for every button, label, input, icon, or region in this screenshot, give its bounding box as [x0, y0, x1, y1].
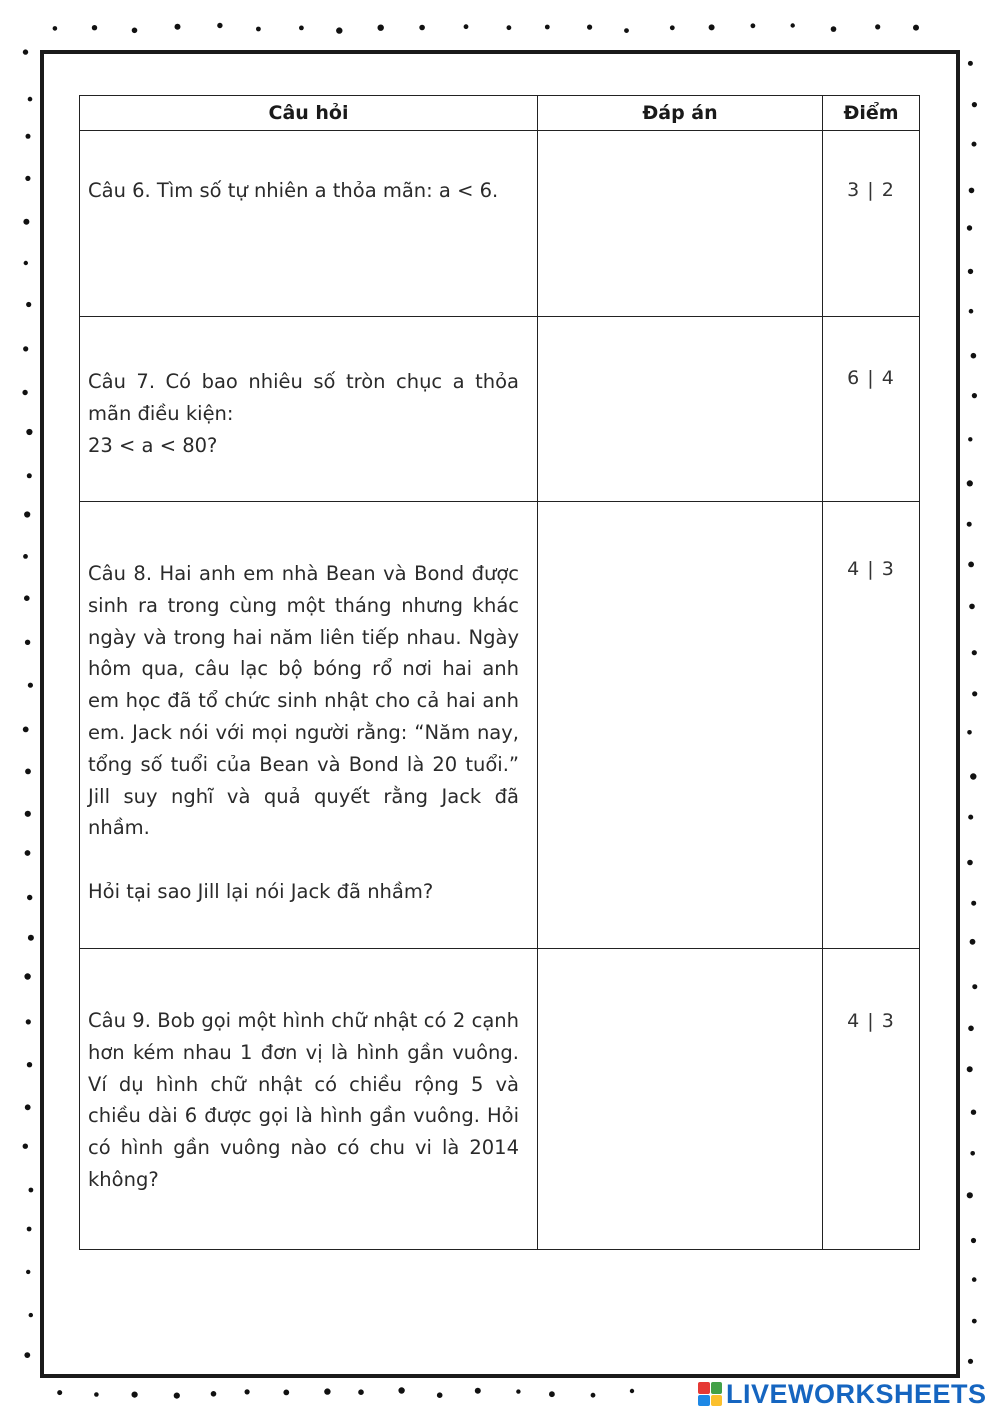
border-dot [23, 219, 29, 225]
border-dot [27, 473, 32, 478]
border-dot [970, 1151, 975, 1156]
border-dot [24, 261, 28, 265]
border-dot [831, 26, 837, 32]
border-dot [972, 102, 977, 107]
border-dot [967, 522, 972, 527]
header-score: Điểm [823, 96, 920, 131]
answer-7-field[interactable] [538, 317, 823, 502]
border-dot [875, 24, 880, 29]
border-dot [28, 935, 34, 941]
score-cell [823, 131, 920, 317]
table-row-question-7 [80, 317, 920, 502]
border-dot [591, 1393, 596, 1398]
border-dot [94, 1392, 99, 1397]
border-dot [28, 683, 33, 688]
border-dot [174, 1393, 180, 1399]
border-dot [24, 511, 30, 517]
question-9-text: Câu 9. Bob gọi một hình chữ nhật có 2 cạnh hơn kém nhau 1 đơn vị là hình gần vuông. Ví dụ hình chữ nhật có chiều rộng 5 và chiều dài 6 được gọi là hình gần vuông. Hỏi có hình gần vuông nào có chu vi là 2014 không? [88, 1009, 519, 1191]
border-dot [968, 1359, 973, 1364]
border-dot [26, 1019, 31, 1024]
border-dot [175, 24, 181, 30]
liveworksheets-logo[interactable] [698, 1378, 987, 1410]
border-dot [587, 25, 592, 30]
question-cell [80, 317, 538, 502]
border-dot [283, 1390, 289, 1396]
border-dot [26, 302, 31, 307]
border-dot [972, 691, 977, 696]
border-dot [967, 730, 972, 735]
border-dot [23, 727, 29, 733]
border-dot [971, 353, 977, 359]
logo-tile-green [711, 1382, 723, 1394]
border-dot [972, 142, 977, 147]
border-dot [972, 1277, 977, 1282]
border-dot [970, 773, 976, 779]
border-dot [967, 225, 972, 230]
border-dot [24, 973, 30, 979]
border-dot [969, 188, 975, 194]
border-dot [972, 393, 977, 398]
table-header-row [80, 96, 920, 131]
border-dot [507, 25, 512, 30]
border-dot [475, 1388, 481, 1394]
border-dot [968, 61, 973, 66]
border-dot [972, 984, 977, 989]
border-dot [29, 1313, 33, 1317]
border-dot [256, 27, 261, 32]
border-dot [23, 554, 28, 559]
border-dot [29, 1188, 34, 1193]
question-cell [80, 949, 538, 1250]
border-dot [132, 28, 138, 34]
border-dot [751, 23, 756, 28]
border-dot [245, 1389, 250, 1394]
border-dot [25, 811, 31, 817]
border-dot [23, 49, 28, 54]
border-dot [25, 640, 30, 645]
border-dot [23, 1144, 28, 1149]
border-dot [967, 480, 973, 486]
question-6-score: 3 | 2 [847, 179, 895, 201]
border-dot [26, 1270, 30, 1274]
table-row-question-8 [80, 502, 920, 949]
question-cell [80, 131, 538, 317]
border-dot [516, 1389, 520, 1393]
border-dot [419, 25, 425, 31]
border-dot [968, 815, 973, 820]
table-row-question-9 [80, 949, 920, 1250]
border-dot [24, 1352, 30, 1358]
question-9-score: 4 | 3 [847, 1010, 895, 1032]
border-dot [791, 23, 795, 27]
question-8-text: Câu 8. Hai anh em nhà Bean và Bond được sinh ra trong cùng một tháng nhưng khác ngày và trong hai năm liên tiếp nhau. Ngày hôm qua, câu lạc bộ bóng rổ nơi hai anh em học đã tổ chức sinh nhật cho cả hai anh em. Jack nói với mọi người rằng: “Năm nay, tổng số tuổi của Bean và Bond là 20 tuổi.” Jill suy nghĩ và quả quyết rằng Jack đã nhầm. [88, 562, 519, 840]
border-dot [336, 27, 342, 33]
border-dot [22, 390, 27, 395]
border-dot [968, 269, 973, 274]
border-dot [971, 901, 976, 906]
border-dot [132, 1392, 138, 1398]
border-dot [968, 562, 974, 568]
border-dot [211, 1391, 217, 1397]
border-dot [968, 437, 972, 441]
answer-6-field[interactable] [538, 131, 823, 317]
border-dot [26, 429, 32, 435]
border-dot [967, 860, 973, 866]
border-dot [358, 1389, 364, 1395]
question-6-text: Câu 6. Tìm số tự nhiên a thỏa mãn: a < 6. [88, 179, 499, 202]
border-dot [971, 1110, 976, 1115]
border-dot [27, 895, 32, 900]
border-dot [630, 1389, 634, 1393]
question-cell [80, 502, 538, 949]
border-dot [972, 1319, 977, 1324]
border-dot [378, 25, 384, 31]
border-dot [57, 1390, 62, 1395]
border-dot [549, 1391, 555, 1397]
logo-tile-yellow [711, 1395, 723, 1407]
border-dot [398, 1387, 404, 1393]
score-cell [823, 502, 920, 949]
border-dot [27, 1062, 32, 1067]
border-dot [464, 24, 469, 29]
score-cell [823, 949, 920, 1250]
border-dot [25, 850, 31, 856]
question-7-text: Câu 7. Có bao nhiêu số tròn chục a thỏa mãn điều kiện: 23 < a < 80? [88, 370, 519, 457]
border-dot [967, 1066, 973, 1072]
border-dot [545, 25, 550, 30]
border-dot [969, 309, 974, 314]
border-dot [24, 595, 30, 601]
border-dot [324, 1388, 330, 1394]
border-dot [25, 769, 31, 775]
border-dot [92, 25, 97, 30]
answer-8-field[interactable] [538, 502, 823, 949]
question-8-prompt: Hỏi tại sao Jill lại nói Jack đã nhầm? [88, 879, 434, 903]
border-dot [26, 134, 31, 139]
border-dot [913, 25, 919, 31]
border-dot [709, 24, 715, 30]
question-8-score: 4 | 3 [847, 558, 895, 580]
header-question: Câu hỏi [80, 96, 538, 131]
border-dot [624, 28, 629, 33]
border-dot [299, 26, 304, 31]
border-dot [437, 1392, 443, 1398]
question-7-score: 6 | 4 [847, 367, 895, 389]
header-answer: Đáp án [538, 96, 823, 131]
border-dot [670, 25, 675, 30]
border-dot [969, 604, 975, 610]
table-row-question-6 [80, 131, 920, 317]
border-dot [25, 176, 30, 181]
border-dot [23, 346, 28, 351]
score-cell [823, 317, 920, 502]
liveworksheets-icon [698, 1382, 722, 1406]
border-dot [27, 1227, 32, 1232]
question-table [79, 95, 920, 1250]
border-dot [972, 650, 977, 655]
border-dot [25, 1104, 31, 1110]
logo-tile-blue [698, 1395, 710, 1407]
answer-9-field[interactable] [538, 949, 823, 1250]
border-dot [967, 1192, 973, 1198]
border-dot [968, 1026, 974, 1032]
logo-tile-red [698, 1382, 710, 1394]
logo-text: LIVEWORKSHEETS [726, 1378, 987, 1409]
border-dot [971, 1238, 976, 1243]
border-dot [53, 26, 58, 31]
border-dot [28, 97, 33, 102]
border-dot [970, 939, 976, 945]
border-dot [217, 23, 222, 28]
